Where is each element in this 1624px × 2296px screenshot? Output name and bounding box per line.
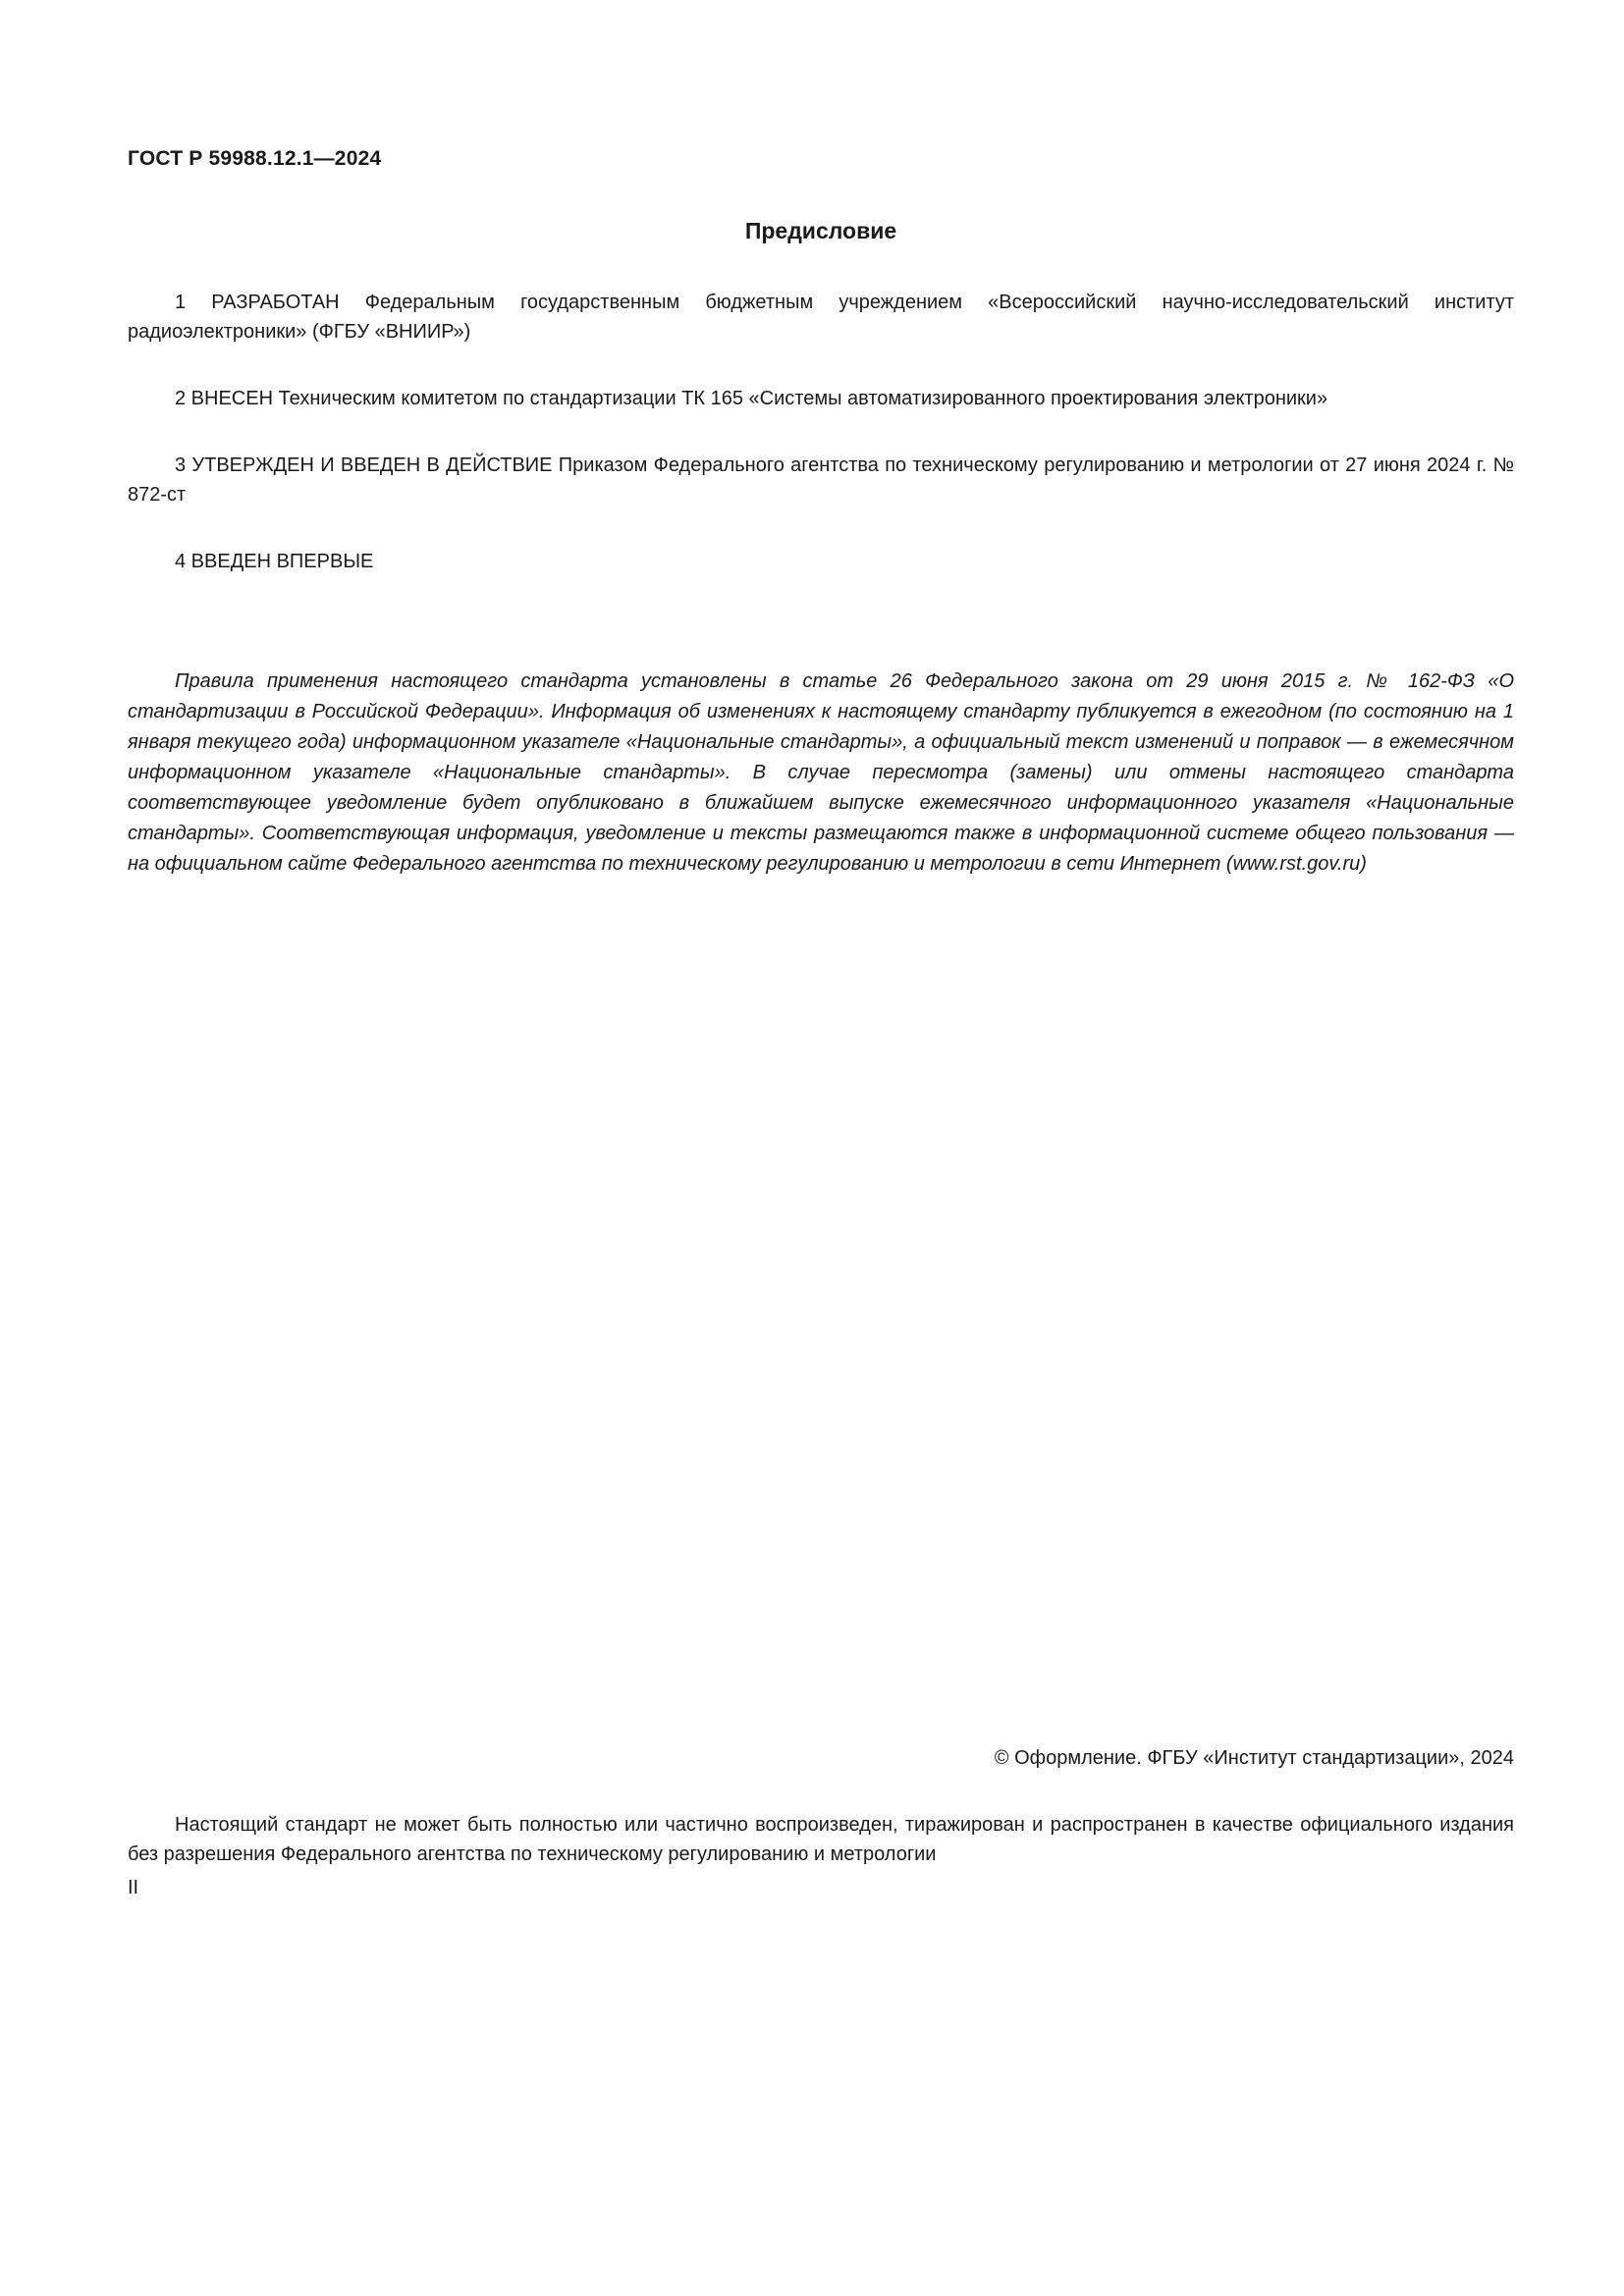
copyright-notice: © Оформление. ФГБУ «Институт стандартизации», 2024	[994, 1747, 1514, 1769]
foreword-item-developed: 1 РАЗРАБОТАН Федеральным государственным бюджетным учреждением «Всероссийский научно-исследовательский институт радиоэлектроники» (ФГБУ «ВНИИР»)	[128, 292, 1514, 343]
page-title: Предисловие	[744, 218, 897, 243]
distribution-notice: Настоящий стандарт не может быть полностью или частично воспроизведен, тиражирован и распространен в качестве официального издания без разрешения Федерального агентства по техническому регулированию и метрологии	[128, 1814, 1514, 1865]
application-rules-text: Правила применения настоящего стандарта установлены в статье 26 Федерального закона от 29 июня 2015 г. № 162-ФЗ «О стандартизации в Российской Федерации». Информация об изменениях к настоящему стандарту публикуется в ежегодном (по состоянию на 1 января текущего года) информационном указателе «Национальные стандарты», а официальный текст изменений и поправок — в ежемесячном информационном указателе «Национальные стандарты». В случае пересмотра (замены) или отмены настоящего стандарта соответствующее уведомление будет опубликовано в ближайшем выпуске ежемесячного информационного указателя «Национальные стандарты». Соответствующая информация, уведомление и тексты размещаются также в информационной системе общего пользования — на официальном сайте Федерального агентства по техническому регулированию и метрологии в сети Интернет (www.rst.gov.ru)	[128, 670, 1514, 875]
document-number: ГОСТ Р 59988.12.1—2024	[128, 147, 382, 170]
page-number: II	[128, 1877, 139, 1898]
foreword-item-submitted: 2 ВНЕСЕН Техническим комитетом по стандартизации ТК 165 «Системы автоматизированного проектирования электроники»	[175, 388, 1328, 409]
foreword-item-approved: 3 УТВЕРЖДЕН И ВВЕДЕН В ДЕЙСТВИЕ Приказом Федерального агентства по техническому регулированию и метрологии от 27 июня 2024 г. № 872-ст	[128, 454, 1514, 506]
foreword-item-first-edition: 4 ВВЕДЕН ВПЕРВЫЕ	[175, 551, 374, 572]
